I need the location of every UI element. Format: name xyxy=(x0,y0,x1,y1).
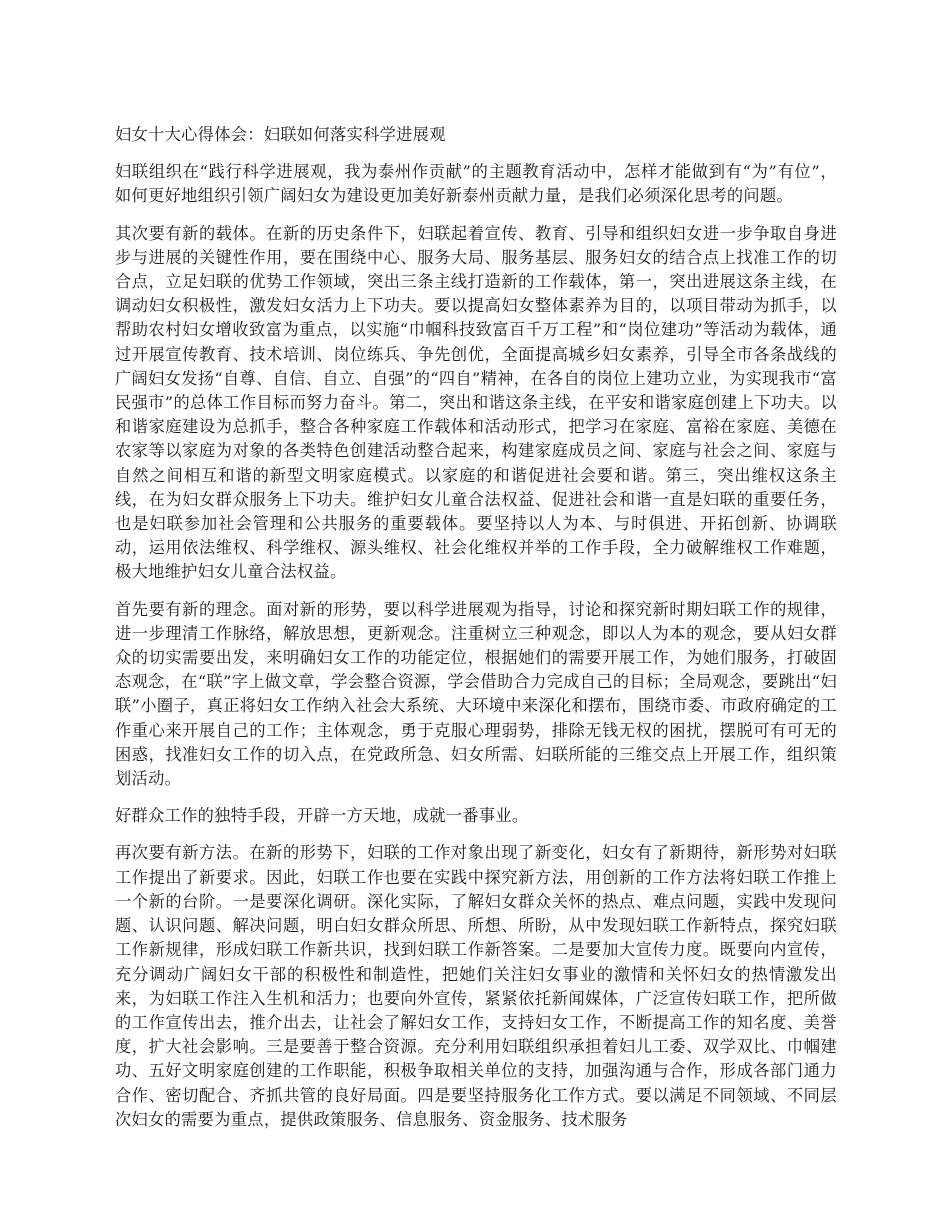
paragraph-new-method: 再次要有新方法。在新的形势下，妇联的工作对象出现了新变化，妇女有了新期待，新形势对妇联工作提出了新要求。因此，妇联工作也要在实践中探究新方法，用创新的工作方法将妇联工作推上一个新的台阶。一是要深化调研。深化实际，了解妇女群众关怀的热点、难点问题，实践中发现问题、认识问题、解决问题，明白妇女群众所思、所想、所盼，从中发现妇联工作新特点，探究妇联工作新规律，形成妇联工作新共识，找到妇联工作新答案。二是要加大宣传力度。既要向内宣传，充分调动广阔妇女干部的积极性和制造性，把她们关注妇女事业的激情和关怀妇女的热情激发出来，为妇联工作注入生机和活力；也要向外宣传，紧紧依托新闻媒体，广泛宣传妇联工作，把所做的工作宣传出去，推介出去，让社会了解妇女工作，支持妇女工作，不断提高工作的知名度、美誉度，扩大社会影响。三是要善于整合资源。充分利用妇联组织承担着妇儿工委、双学双比、巾帼建功、五好文明家庭创建的工作职能，积极争取相关单位的支持，加强沟通与合作，形成各部门通力合作、密切配合、齐抓共管的良好局面。四是要坚持服务化工作方式。要以满足不同领域、不同层次妇女的需要为重点，提供政策服务、信息服务、资金服务、技术服务 xyxy=(115,843,837,1129)
paragraph-intro: 妇联组织在“践行科学进展观，我为泰州作贡献”的主题教育活动中，怎样才能做到有“为”有位”， 如何更好地组织引领广阔妇女为建设更加美好新泰州贡献力量，是我们必须深化思考的问题。 xyxy=(115,162,837,206)
document-page xyxy=(115,123,837,1145)
paragraph-new-carrier: 其次要有新的载体。在新的历史条件下，妇联起着宣传、教育、引导和组织妇女进一步争取自身进步与进展的关键性作用，要在围绕中心、服务大局、服务基层、服务妇女的结合点上找准工作的切合点，立足妇联的优势工作领域，突出三条主线打造新的工作载体，第一，突出进展这条主线，在调动妇女积极性，激发妇女活力上下功夫。要以提高妇女整体素养为目的，以项目带动为抓手，以帮助农村妇女增收致富为重点，以实施“巾帼科技致富百千万工程”和“岗位建功”等活动为载体，通过开展宣传教育、技术培训、岗位练兵、争先创优，全面提高城乡妇女素养，引导全市各条战线的广阔妇女发扬“自尊、自信、自立、自强”的“四自”精神，在各自的岗位上建功立业，为实现我市“富民强市”的总体工作目标而努力奋斗。第二，突出和谐这条主线，在平安和谐家庭创建上下功夫。以和谐家庭建设为总抓手，整合各种家庭工作载体和活动形式，把学习在家庭、富裕在家庭、美德在农家等以家庭为对象的各类特色创建活动整合起来，构建家庭成员之间、家庭与社会之间、家庭与自然之间相互和谐的新型文明家庭模式。以家庭的和谐促进社会要和谐。第三，突出维权这条主线，在为妇女群众服务上下功夫。维护妇女儿童合法权益、促进社会和谐一直是妇联的重要任务，也是妇联参加社会管理和公共服务的重要载体。要坚持以人为本、与时俱进、开拓创新、协调联动，运用依法维权、科学维权、源头维权、社会化维权并举的工作手段，全力破解维权工作难题，极大地维护妇女儿童合法权益。 xyxy=(115,223,837,582)
paragraph-new-concept: 首先要有新的理念。面对新的形势，要以科学进展观为指导，讨论和探究新时期妇联工作的规律，进一步理清工作脉络，解放思想，更新观念。注重树立三种观念，即以人为本的观念，要从妇女群众的切实需要出发，来明确妇女工作的功能定位，根据她们的需要开展工作，为她们服务，打破固态观念，在“联”字上做文章，学会整合资源，学会借助合力完成自己的目标；全局观念，要跳出“妇联”小圈子，真正将妇女工作纳入社会大系统、大环境中来深化和摆布，围绕市委、市政府确定的工作重心来开展自己的工作；主体观念，勇于克服心理弱势，排除无钱无权的困扰，摆脱可有可无的困惑，找准妇女工作的切入点，在党政所急、妇女所需、妇联所能的三维交点上开展工作，组织策划活动。 xyxy=(115,599,837,789)
document-title: 妇女十大心得体会：妇联如何落实科学进展观 xyxy=(115,125,446,144)
paragraph-unique-means: 好群众工作的独特手段，开辟一方天地，成就一番事业。 xyxy=(115,806,529,826)
